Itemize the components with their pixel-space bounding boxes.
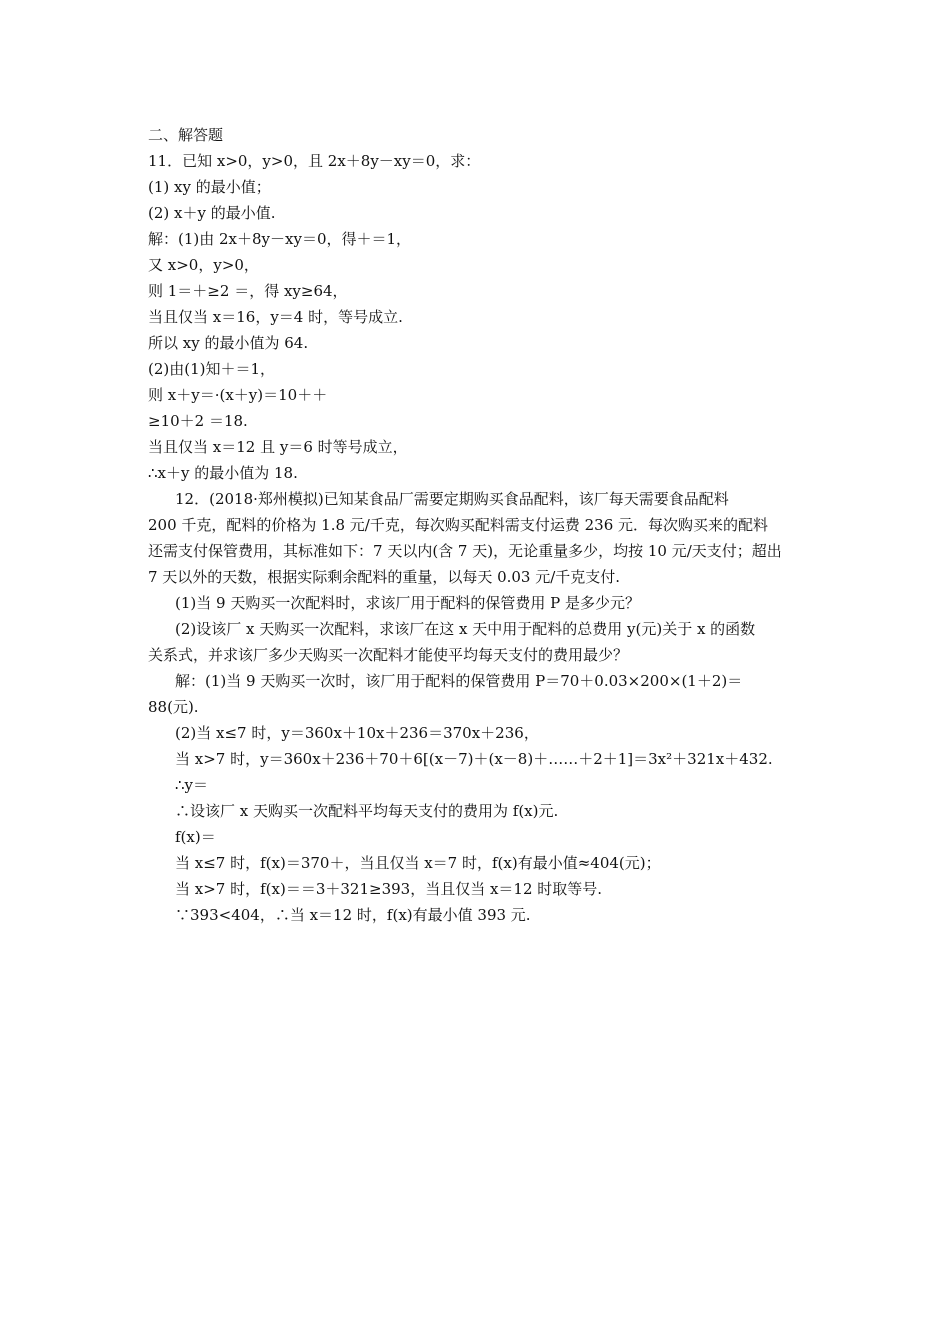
q12-stem-line: 7 天以外的天数，根据实际剩余配料的重量，以每天 0.03 元/千克支付.: [148, 568, 621, 586]
q12-solution1-line: 88(元).: [148, 698, 199, 716]
q11-solution-line: 所以 xy 的最小值为 64.: [148, 334, 309, 352]
q12-solution2-line: 当 x>7 时，y＝360x＋236＋70＋6[(x－7)＋(x－8)＋……＋2＋1]＝3x²＋321x＋432.: [175, 750, 773, 768]
q12-solution2-line: ∴设该厂 x 天购买一次配料平均每天支付的费用为 f(x)元.: [175, 802, 559, 820]
q12-solution2-line: (2)当 x≤7 时，y＝360x＋10x＋236＝370x＋236，: [175, 724, 539, 742]
q12-stem-line: 12．(2018·郑州模拟)已知某食品厂需要定期购买食品配料，该厂每天需要食品配料: [175, 490, 729, 508]
q11-part2: (2) x＋y 的最小值.: [148, 204, 276, 222]
q12-solution1-line: 解：(1)当 9 天购买一次时，该厂用于配料的保管费用 P＝70＋0.03×200×(1＋2)＝: [175, 672, 743, 690]
q11-solution-line: ≥10＋2 ＝18.: [148, 412, 248, 430]
q11-solution-line: 当且仅当 x＝16，y＝4 时，等号成立.: [148, 308, 403, 326]
q12-stem-line: 还需支付保管费用，其标准如下：7 天以内(含 7 天)，无论重量多少，均按 10 元/天支付；超出: [148, 542, 782, 560]
question-11: [148, 148, 810, 486]
q12-solution2-line: ∵393<404，∴当 x＝12 时，f(x)有最小值 393 元.: [175, 906, 531, 924]
q12-solution2-line: ∴y＝: [175, 776, 209, 794]
question-12: [148, 486, 810, 928]
q11-solution-line: 解：(1)由 2x＋8y－xy＝0，得＋＝1，: [148, 230, 412, 248]
q11-solution-line: 当且仅当 x＝12 且 y＝6 时等号成立，: [148, 438, 408, 456]
document-content: [148, 122, 810, 928]
section-title: 二、解答题: [148, 126, 224, 144]
q12-stem-line: 200 千克，配料的价格为 1.8 元/千克，每次购买配料需支付运费 236 元．每次购买来的配料: [148, 516, 769, 534]
q11-stem: 11．已知 x>0，y>0，且 2x＋8y－xy＝0，求：: [148, 152, 481, 170]
q12-part1: (1)当 9 天购买一次配料时，求该厂用于配料的保管费用 P 是多少元？: [175, 594, 640, 612]
q11-solution-line: ∴x＋y 的最小值为 18.: [148, 464, 298, 482]
q11-solution-line: 则 x＋y＝·(x＋y)＝10＋＋: [148, 386, 328, 404]
q12-solution2-line: 当 x≤7 时，f(x)＝370＋，当且仅当 x＝7 时，f(x)有最小值≈404(元)；: [175, 854, 661, 872]
q12-solution2-line: 当 x>7 时，f(x)＝＝3＋321≥393，当且仅当 x＝12 时取等号.: [175, 880, 603, 898]
q11-part1: (1) xy 的最小值；: [148, 178, 271, 196]
q11-solution-line: 则 1＝＋≥2 ＝，得 xy≥64，: [148, 282, 348, 300]
q11-solution-line: 又 x>0，y>0，: [148, 256, 259, 274]
q11-solution-line: (2)由(1)知＋＝1，: [148, 360, 276, 378]
q12-solution2-line: f(x)＝: [175, 828, 216, 846]
q12-part2-line: (2)设该厂 x 天购买一次配料，求该厂在这 x 天中用于配料的总费用 y(元)关于 x 的函数: [175, 620, 756, 638]
q12-part2-line: 关系式，并求该厂多少天购买一次配料才能使平均每天支付的费用最少？: [148, 646, 629, 664]
